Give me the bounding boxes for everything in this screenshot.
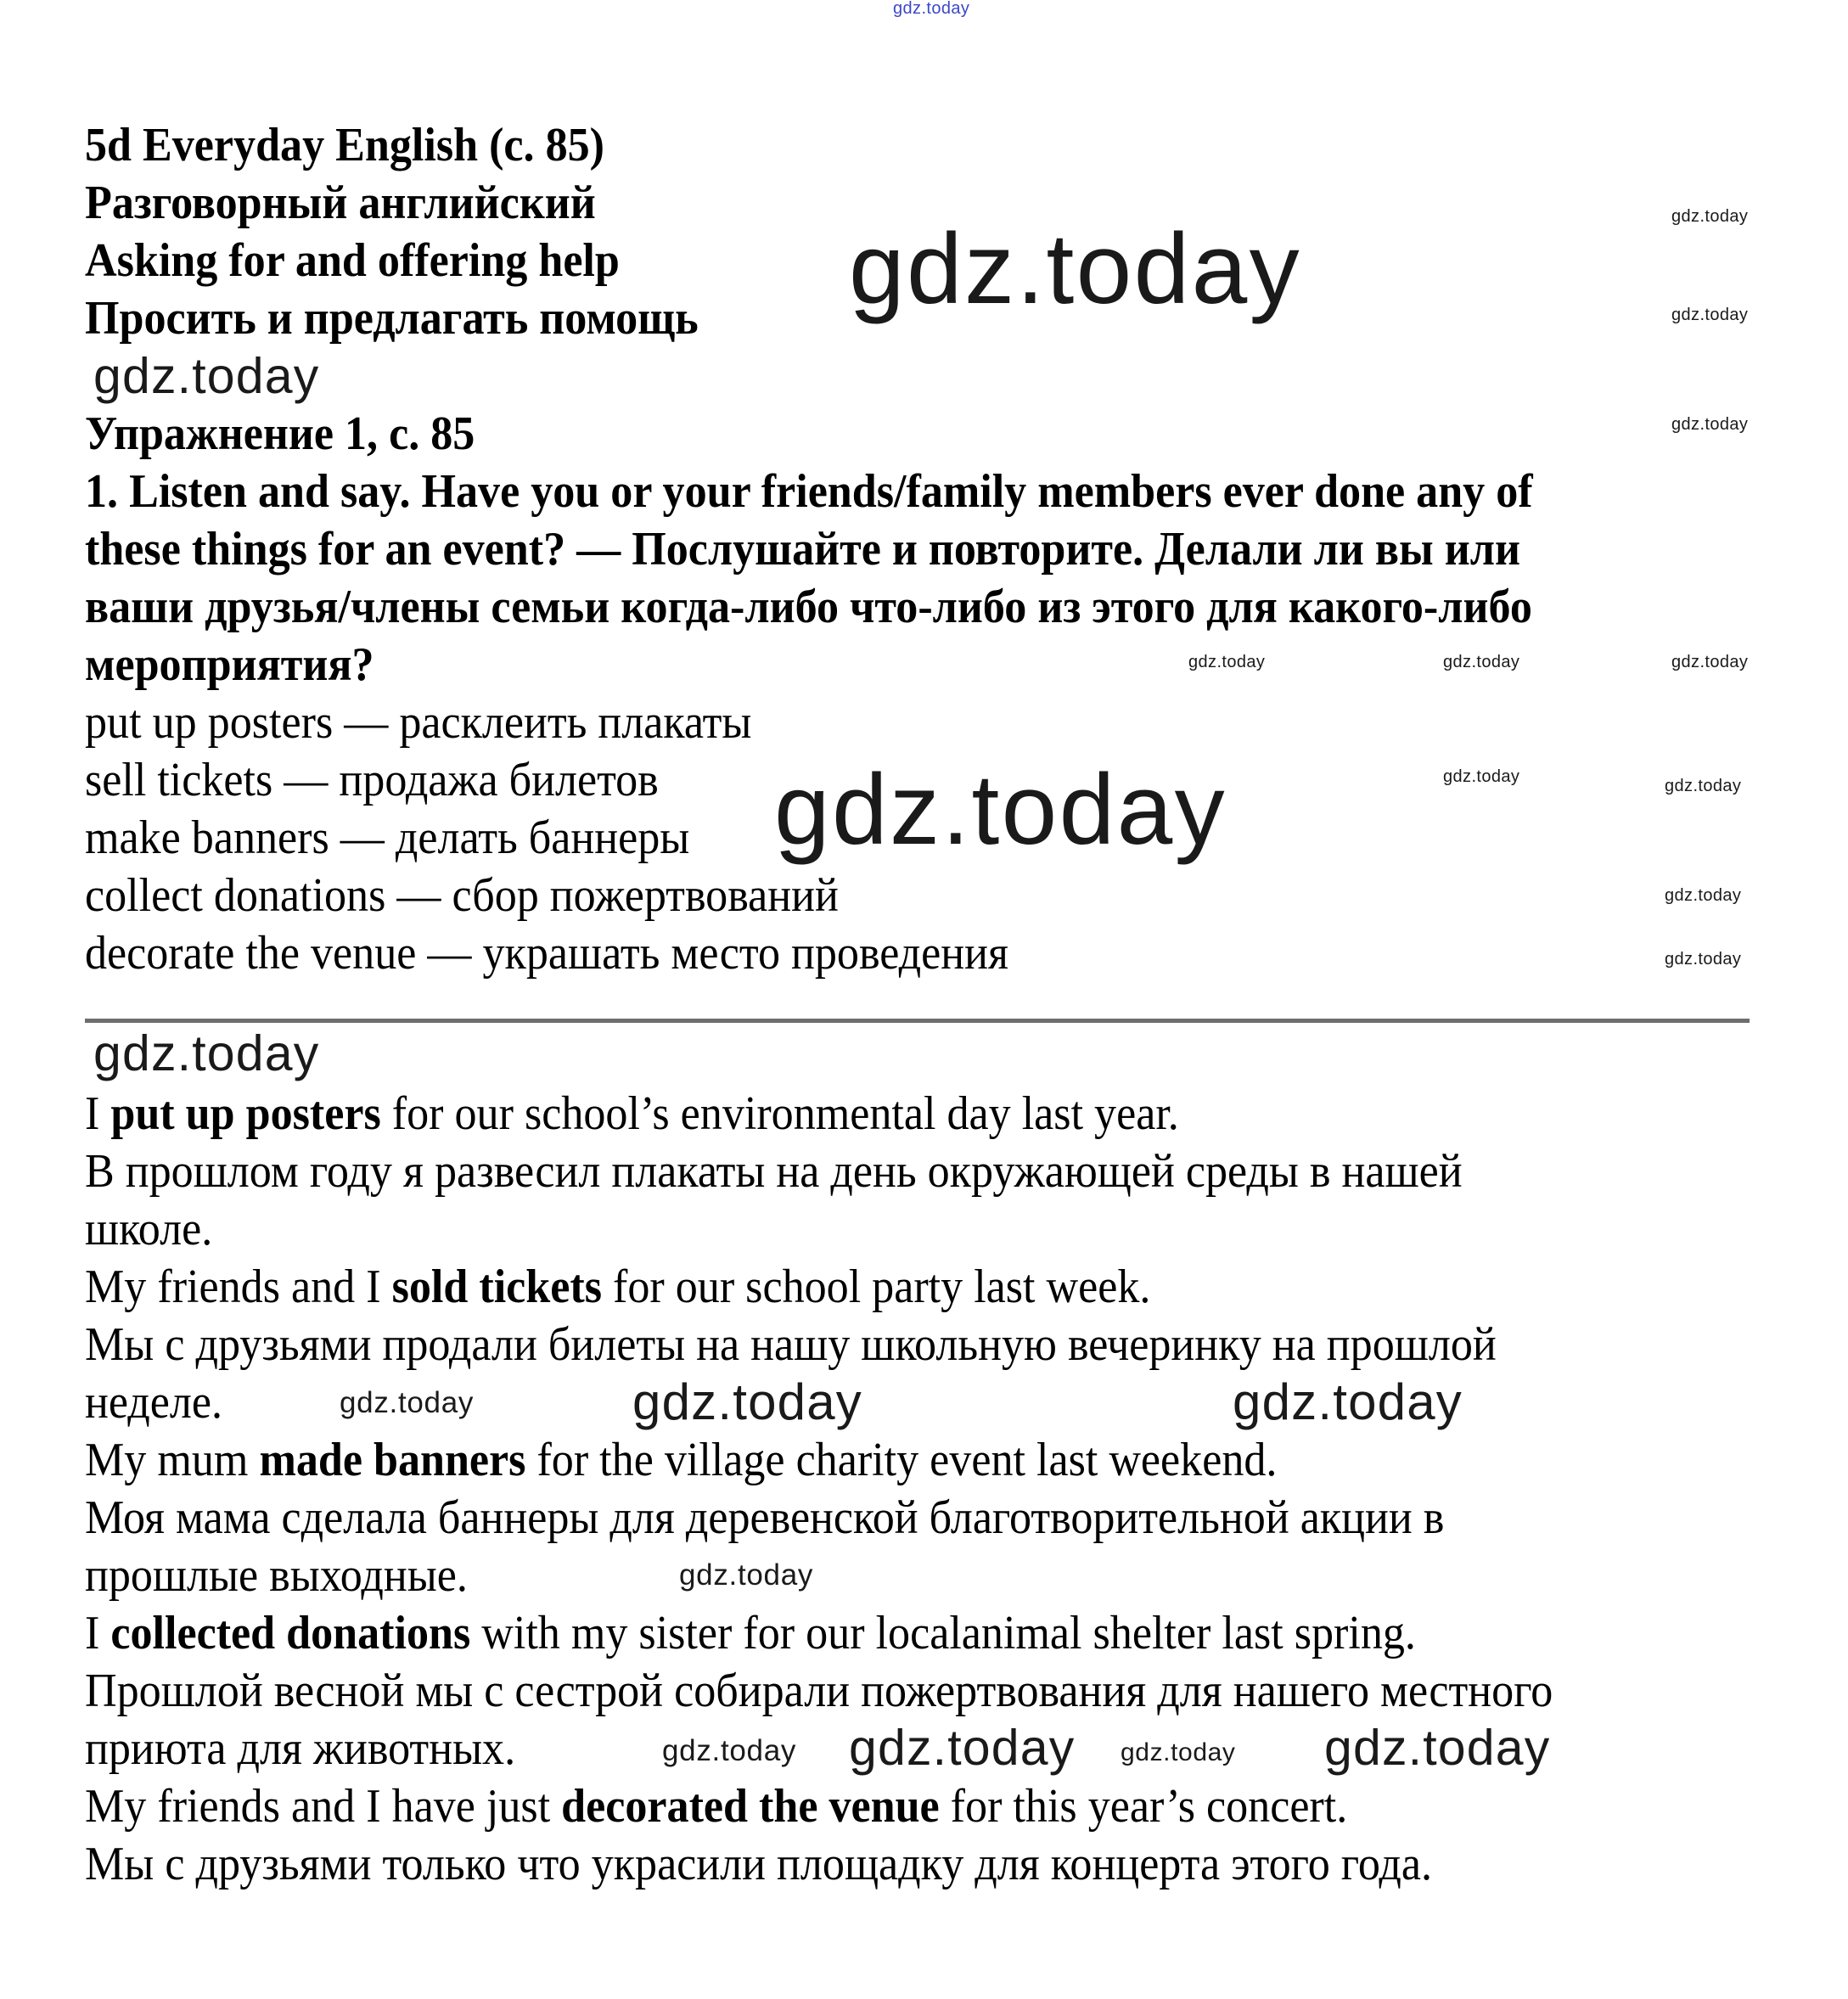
answer-text: прошлые выходные. [85, 1549, 468, 1602]
watermark: gdz.today [93, 1025, 320, 1081]
watermark: gdz.today [1671, 653, 1749, 671]
vocab-item: put up posters — расклеить плакаты [85, 696, 752, 749]
watermark: gdz.today [662, 1734, 797, 1767]
answer-line [85, 1777, 1553, 1835]
answer-line [85, 1547, 1553, 1604]
watermark: gdz.today [1121, 1738, 1236, 1766]
watermark: gdz.today [1233, 1373, 1463, 1430]
section-divider [85, 1019, 1750, 1023]
watermark: gdz.today [849, 213, 1301, 325]
answer-text: for our school party last week. [601, 1261, 1151, 1313]
answer-text: with my sister for our localanimal shelter last spring. [470, 1607, 1416, 1659]
answer-text: My mum [85, 1434, 260, 1486]
answer-text: Мы с друзьями только что украсили площадку для концерта этого года. [85, 1838, 1433, 1890]
answer-text: неделе. [85, 1376, 223, 1429]
watermark: gdz.today [1443, 767, 1520, 786]
answer-text: for the village charity event last weekend. [525, 1434, 1278, 1486]
answer-phrase-bold: collected donations [110, 1607, 471, 1659]
task-line: мероприятия? [85, 638, 374, 691]
answer-phrase-bold: put up posters [110, 1087, 381, 1140]
answer-phrase-bold: made banners [259, 1434, 526, 1486]
vocab-item: collect donations — сбор пожертвований [85, 869, 839, 922]
answer-text: I [85, 1607, 111, 1659]
subtitle-ru: Просить и предлагать помощь [85, 292, 699, 345]
watermark: gdz.today [1665, 950, 1742, 969]
watermark: gdz.today [340, 1386, 475, 1419]
watermark: gdz.today [1188, 653, 1266, 671]
answer-line [85, 1258, 1553, 1316]
watermark: gdz.today [774, 754, 1227, 866]
watermark: gdz.today [679, 1558, 814, 1592]
answer-line [85, 1085, 1553, 1143]
answer-phrase-bold: sold tickets [391, 1261, 602, 1313]
vocab-item: make banners — делать баннеры [85, 811, 690, 864]
answer-text: В прошлом году я развесил плакаты на день окружающей среды в нашей [85, 1145, 1463, 1198]
answer-line [85, 1316, 1553, 1373]
task-line: ваши друзья/члены семьи когда-либо что-либо из этого для какого-либо [85, 581, 1532, 633]
subtitle: Asking for and offering help [85, 234, 620, 287]
answer-line [85, 1604, 1553, 1662]
answer-text: for our school’s environmental day last year. [380, 1087, 1179, 1140]
watermark-top: gdz.today [893, 0, 970, 18]
answer-line [85, 1431, 1553, 1489]
watermark: gdz.today [1671, 207, 1749, 226]
watermark: gdz.today [1671, 415, 1749, 434]
answer-text: My friends and I have just [85, 1780, 562, 1833]
vocab-item: decorate the venue — украшать место проведения [85, 927, 1008, 980]
watermark: gdz.today [1665, 886, 1742, 905]
watermark: gdz.today [1665, 777, 1742, 795]
answer-text: for this year’s concert. [939, 1780, 1348, 1833]
title-ru: Разговорный английский [85, 177, 596, 229]
answer-text: Мы с друзьями продали билеты на нашу школьную вечеринку на прошлой [85, 1318, 1497, 1371]
answer-line [85, 1143, 1553, 1200]
answer-text: приюта для животных. [85, 1722, 516, 1775]
answer-line [85, 1662, 1553, 1720]
task-line: these things for an event? — Послушайте и повторите. Делали ли вы или [85, 523, 1520, 576]
answer-phrase-bold: decorated the venue [561, 1780, 940, 1833]
answer-text: I [85, 1087, 111, 1140]
answer-text: My friends and I [85, 1261, 392, 1313]
task-line: 1. Listen and say. Have you or your friends/family members ever done any of [85, 465, 1533, 518]
answer-text: Моя мама сделала баннеры для деревенской благотворительной акции в [85, 1491, 1445, 1544]
page-title: 5d Everyday English (с. 85) [85, 119, 604, 171]
watermark: gdz.today [632, 1373, 862, 1430]
watermark: gdz.today [1324, 1720, 1551, 1776]
watermark: gdz.today [849, 1720, 1076, 1776]
answer-line [85, 1489, 1553, 1547]
watermark: gdz.today [1443, 653, 1520, 671]
answer-line [85, 1835, 1553, 1893]
exercise-heading: Упражнение 1, с. 85 [85, 407, 475, 460]
vocab-item: sell tickets — продажа билетов [85, 754, 659, 806]
watermark: gdz.today [93, 348, 320, 404]
watermark: gdz.today [1671, 306, 1749, 324]
answer-text: школе. [85, 1203, 213, 1255]
answer-text: Прошлой весной мы с сестрой собирали пожертвования для нашего местного [85, 1665, 1553, 1717]
answer-line [85, 1200, 1553, 1258]
